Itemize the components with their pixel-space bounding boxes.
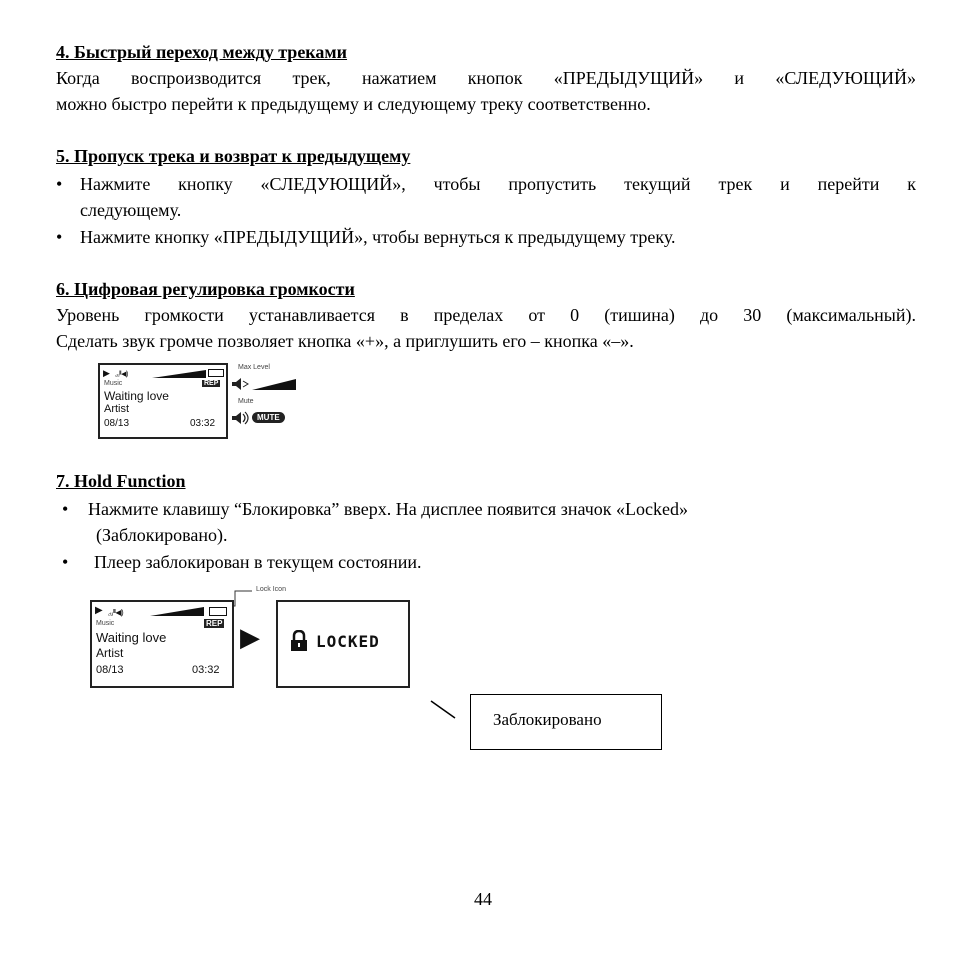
- mute-badge: MUTE: [252, 412, 285, 423]
- section-4-heading: 4. Быстрый переход между треками: [56, 42, 348, 62]
- lcd-track: 08/13: [96, 664, 124, 676]
- lcd-screen: [90, 600, 234, 688]
- lcd-music-label: Music: [96, 620, 115, 627]
- section-7-bullet1-line2: (Заблокировано).: [96, 525, 228, 545]
- section-5-bullet2: Нажмите кнопку «ПРЕДЫДУЩИЙ», чтобы вернуться к предыдущему треку.: [80, 227, 676, 247]
- section-4-text-line1: Когда воспроизводится трек, нажатием кнопок «ПРЕДЫДУЩИЙ» и «СЛЕДУЮЩИЙ»: [56, 68, 916, 88]
- callout-box: [470, 694, 662, 750]
- lcd-time: 03:32: [192, 664, 220, 676]
- section-6-text-line1: Уровень громкости устанавливается в пределах от 0 (тишина) до 30 (максимальный).: [56, 305, 916, 325]
- section-5-bullet1-line1: Нажмите кнопку «СЛЕДУЮЩИЙ», чтобы пропустить текущий трек и перейти к: [80, 174, 916, 194]
- lcd-title: Waiting love: [96, 630, 167, 645]
- lcd-artist: Artist: [104, 403, 130, 415]
- lcd-music-label: Music: [104, 380, 123, 387]
- play-icon: ▶: [95, 605, 103, 616]
- callout-pointer-line: [428, 698, 460, 722]
- transition-arrow-icon: ▶: [240, 622, 260, 652]
- status-glyphs: ꜀ᵤᴵᴵᴵ◀): [115, 371, 128, 378]
- section-6-text-line2: Сделать звук громче позволяет кнопка «+», а приглушить его – кнопка «–».: [56, 331, 634, 351]
- max-level-label: Max Level: [238, 364, 270, 371]
- padlock-icon: [290, 630, 308, 652]
- section-7-heading: 7. Hold Function: [56, 471, 186, 491]
- section-5-bullet1-line2: следующему.: [80, 200, 182, 220]
- rep-badge: REP: [204, 380, 219, 387]
- lcd-time: 03:32: [190, 418, 216, 429]
- volume-bar-icon: [152, 369, 208, 379]
- battery-icon: [209, 607, 227, 616]
- section-5-heading: 5. Пропуск трека и возврат к предыдущему: [56, 146, 411, 166]
- battery-icon: [208, 369, 224, 377]
- play-icon: ▶: [103, 368, 110, 378]
- mute-label: Mute: [238, 398, 254, 405]
- hold-figure: [80, 584, 440, 696]
- volume-figure: [90, 358, 310, 450]
- section-7-bullet1-line1: Нажмите клавишу “Блокировка” вверх. На дисплее появится значок «Locked»: [88, 499, 688, 519]
- section-6-heading: 6. Цифровая регулировка громкости: [56, 279, 355, 299]
- speaker-icon: [230, 410, 252, 426]
- lcd-screen: [98, 363, 228, 439]
- lcd-artist: Artist: [96, 646, 124, 660]
- lcd-track: 08/13: [104, 418, 130, 429]
- bullet-symbol: •: [62, 552, 69, 572]
- rep-badge: REP: [206, 619, 223, 628]
- status-glyphs: ꜀ᵤᴵᴵᴵ◀): [108, 608, 124, 617]
- section-4-text-line2: можно быстро перейти к предыдущему и следующему треку соответственно.: [56, 94, 651, 114]
- bullet-symbol: •: [62, 499, 69, 519]
- bullet-symbol: •: [56, 174, 63, 194]
- max-volume-icon: [230, 376, 300, 392]
- lcd-title: Waiting love: [104, 389, 169, 403]
- callout-text: Заблокировано: [493, 710, 602, 729]
- lcd-locked-screen: [276, 600, 410, 688]
- volume-bar-icon: [150, 606, 206, 617]
- page-number: 44: [474, 889, 492, 909]
- lock-icon-label: Lock Icon: [256, 586, 286, 593]
- section-7-bullet2: Плеер заблокирован в текущем состоянии.: [94, 552, 422, 572]
- bullet-symbol: •: [56, 227, 63, 247]
- locked-text: LOCKED: [316, 632, 380, 651]
